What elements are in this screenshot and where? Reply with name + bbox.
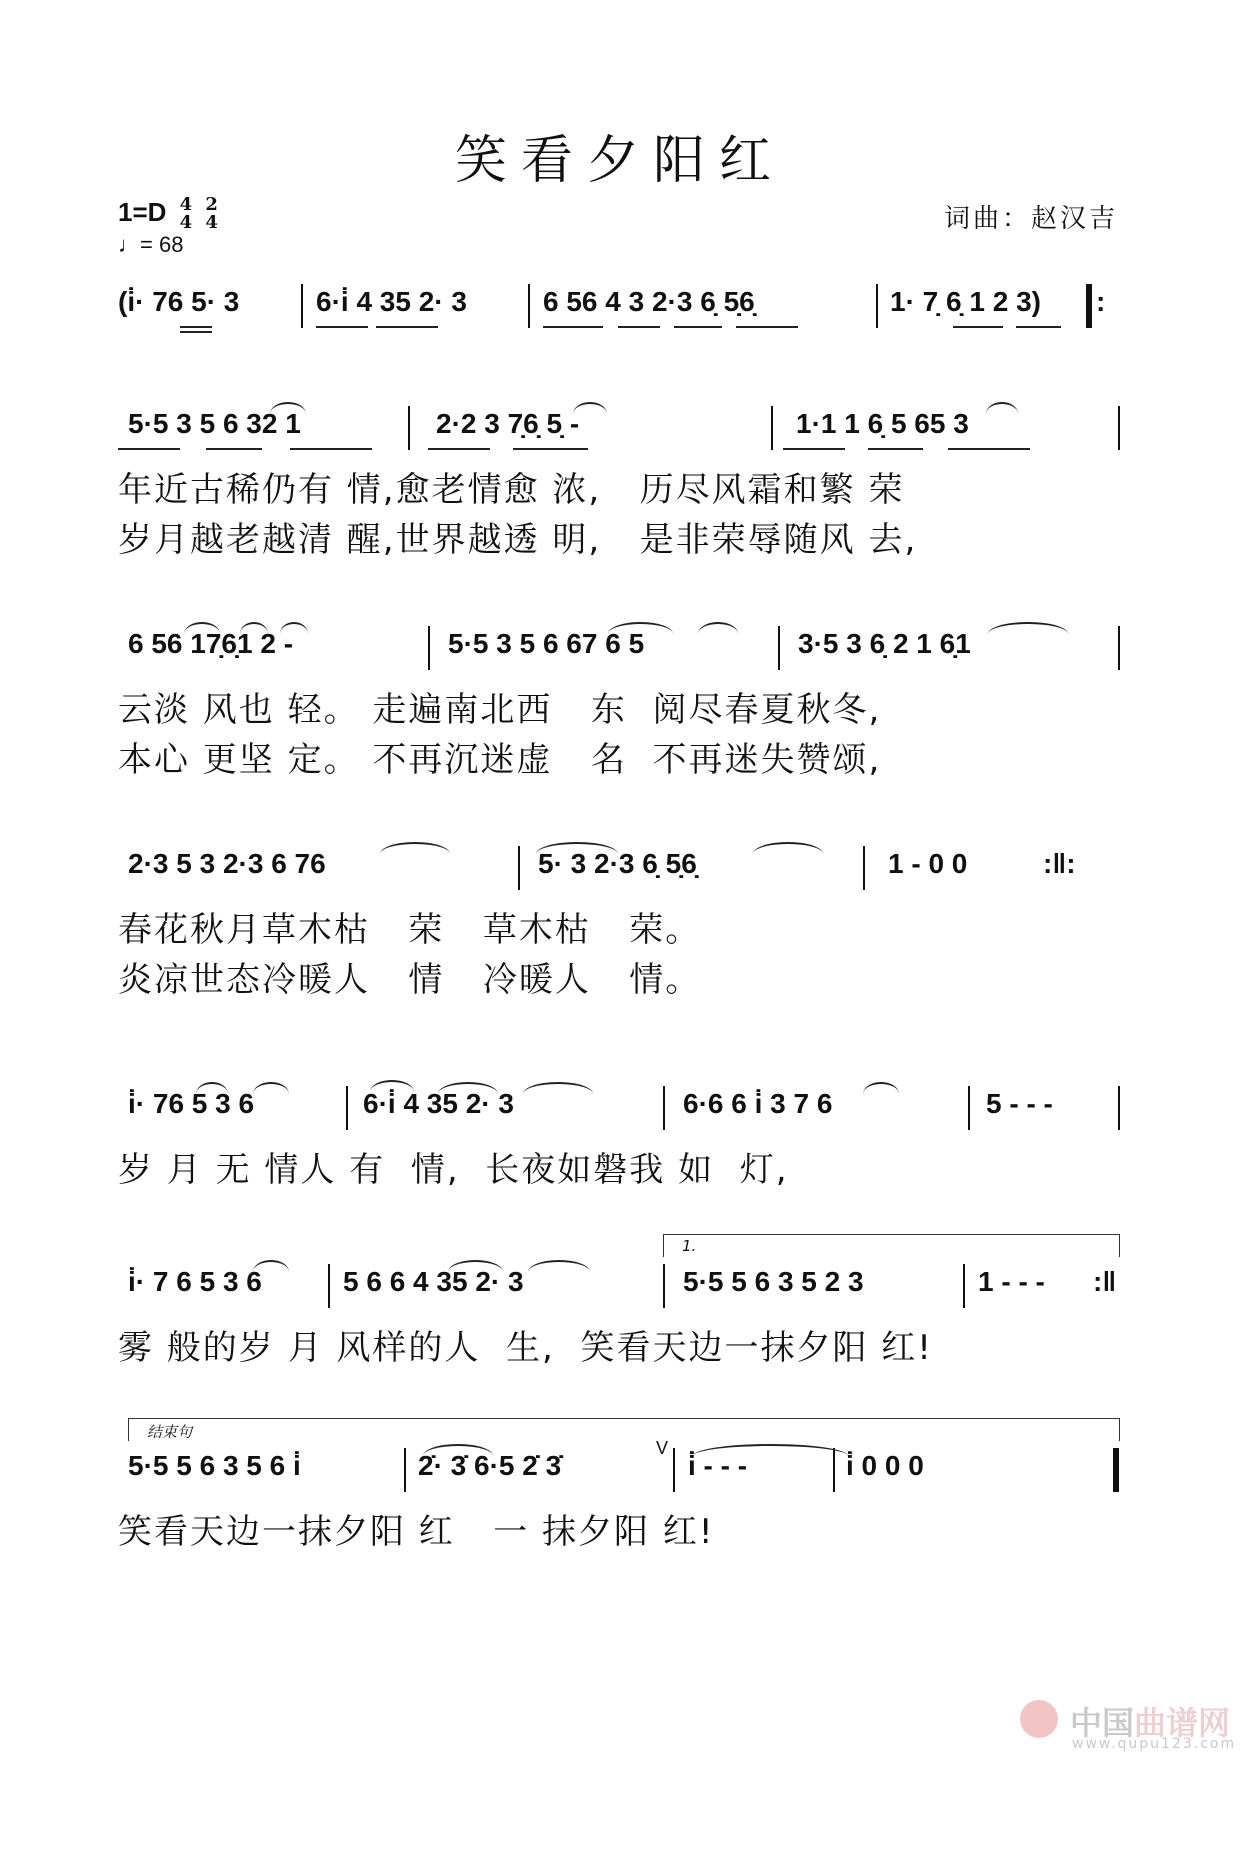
ending-bracket (128, 1418, 1120, 1441)
barline (863, 846, 865, 890)
barline (663, 1086, 665, 1130)
measure: (i̇· 76 5· 3 (118, 286, 240, 317)
lyric-verse-2: 本心 更坚 定。 不再沉迷虚 名 不再迷失赞颂, (118, 740, 882, 780)
measure: 6·i̇ 4 35 2· 3 (363, 1088, 514, 1119)
lyric-line: 笑看天边一抹夕阳 红 一 抹夕阳 红! (118, 1512, 715, 1552)
measure: 3·5 3 6̣ 2 1 6̣1 (798, 628, 971, 659)
barline (1118, 1086, 1120, 1130)
barline (528, 284, 530, 328)
barline (968, 1086, 970, 1130)
barline (428, 626, 430, 670)
measure: 2·3 5 3 2·3 6 76 (128, 848, 326, 879)
notation (118, 620, 1120, 680)
measure: 5· 3 2·3 6̣ 5̣6̣ (538, 848, 697, 879)
final-barline (1113, 1448, 1119, 1492)
measure: 5 6 6 4 35 2· 3 (343, 1266, 524, 1297)
first-ending-bracket (663, 1234, 1120, 1257)
lyric-verse-1: 春花秋月草木枯 荣 草木枯 荣。 (118, 910, 702, 950)
watermark-url: www.qupu123.com (1072, 1736, 1237, 1752)
notation (118, 400, 1120, 460)
notation (118, 1258, 1120, 1318)
notation (118, 1438, 1120, 1502)
notation (118, 1080, 1120, 1140)
lyric-verse-1: 云淡 风也 轻。 走遍南北西 东 阅尽春夏秋冬, (118, 690, 882, 730)
lyric-line: 岁 月 无 情人 有 情, 长夜如磐我 如 灯, (118, 1150, 789, 1190)
quarter-note-icon: ♩ (118, 232, 140, 257)
tempo-value: = 68 (140, 232, 184, 257)
volta-label: 结束句 (147, 1423, 193, 1441)
repeat-start-barline (1086, 284, 1092, 328)
watermark-site-name: 中国曲谱网 (1070, 1704, 1231, 1742)
notation (118, 278, 1120, 338)
end-repeat-barline: :‖: (1043, 848, 1076, 879)
measure: 1 - - - (978, 1266, 1045, 1297)
measure: 6·6 6 i̇ 3 7 6 (683, 1088, 833, 1119)
measure: 1· 7̣ 6̣ 1 2 3) (890, 286, 1041, 317)
song-title: 笑看夕阳红 (454, 131, 785, 191)
barline (778, 626, 780, 670)
measure: 5·5 3 5 6 67 6 5 (448, 628, 645, 659)
breath-mark: V (656, 1438, 669, 1458)
barline (404, 1448, 406, 1492)
measure: 5·5 5 6 3 5 2 3 (683, 1266, 864, 1297)
lyric-line: 雾 般的岁 月 风样的人 生, 笑看天边一抹夕阳 红! (118, 1328, 933, 1368)
key-signature (118, 196, 218, 232)
notation (118, 840, 1120, 900)
repeat-dots: : (1096, 286, 1106, 317)
lyric-verse-2: 岁月越老越清 醒,世界越透 明, 是非荣辱随风 去, (118, 520, 918, 560)
lyric-verse-1: 年近古稀仍有 情,愈老情愈 浓, 历尽风霜和繁 荣 (118, 470, 905, 510)
measure: 5 - - - (986, 1088, 1053, 1119)
measure: 1·1 1 6̣ 5 65 3 (796, 408, 969, 439)
measure: i̇· 7 6 5 3 6 (128, 1266, 262, 1297)
measure: 5·5 3 5 6 32 1 (128, 408, 301, 439)
end-repeat-barline: :‖ (1093, 1266, 1117, 1297)
measure: i̇ 0 0 0 (846, 1450, 924, 1481)
measure: 2·2 3 7̣6̣ 5̣ - (436, 408, 580, 439)
barline (1118, 406, 1120, 450)
barline (408, 406, 410, 450)
measure: 6 56 17̣6̣1 2 - (128, 628, 294, 659)
barline (771, 406, 773, 450)
time-signature-4-4: 4 4 (179, 194, 193, 233)
measure: 5·5 5 6 3 5 6 i̇ (128, 1450, 301, 1481)
key-label: 1=D (118, 196, 167, 227)
measure: 6 56 4 3 2·3 6̣ 5̣6̣ (543, 286, 755, 317)
barline (301, 284, 303, 328)
barline (518, 846, 520, 890)
site-logo-icon (1020, 1700, 1058, 1738)
credits: 词曲：赵汉吉 (943, 204, 1118, 234)
barline (963, 1264, 965, 1308)
volta-label: 1. (682, 1237, 697, 1255)
measure: 2̇· 3̇ 6·5 2̇ 3̇ (418, 1450, 562, 1481)
measure: 6·i̇ 4 35 2· 3 (316, 286, 467, 317)
lyric-verse-2: 炎凉世态冷暖人 情 冷暖人 情。 (118, 960, 702, 1000)
measure: 1 - 0 0 (888, 848, 968, 879)
barline (346, 1086, 348, 1130)
tempo-marking (118, 232, 183, 258)
barline (663, 1264, 665, 1308)
measure: i̇ - - - (688, 1450, 748, 1481)
barline (328, 1264, 330, 1308)
barline (876, 284, 878, 328)
barline (673, 1448, 675, 1492)
barline (1118, 626, 1120, 670)
measure: i̇· 76 5 3 6 (128, 1088, 255, 1119)
time-signature-2-4: 2 4 (205, 194, 218, 233)
